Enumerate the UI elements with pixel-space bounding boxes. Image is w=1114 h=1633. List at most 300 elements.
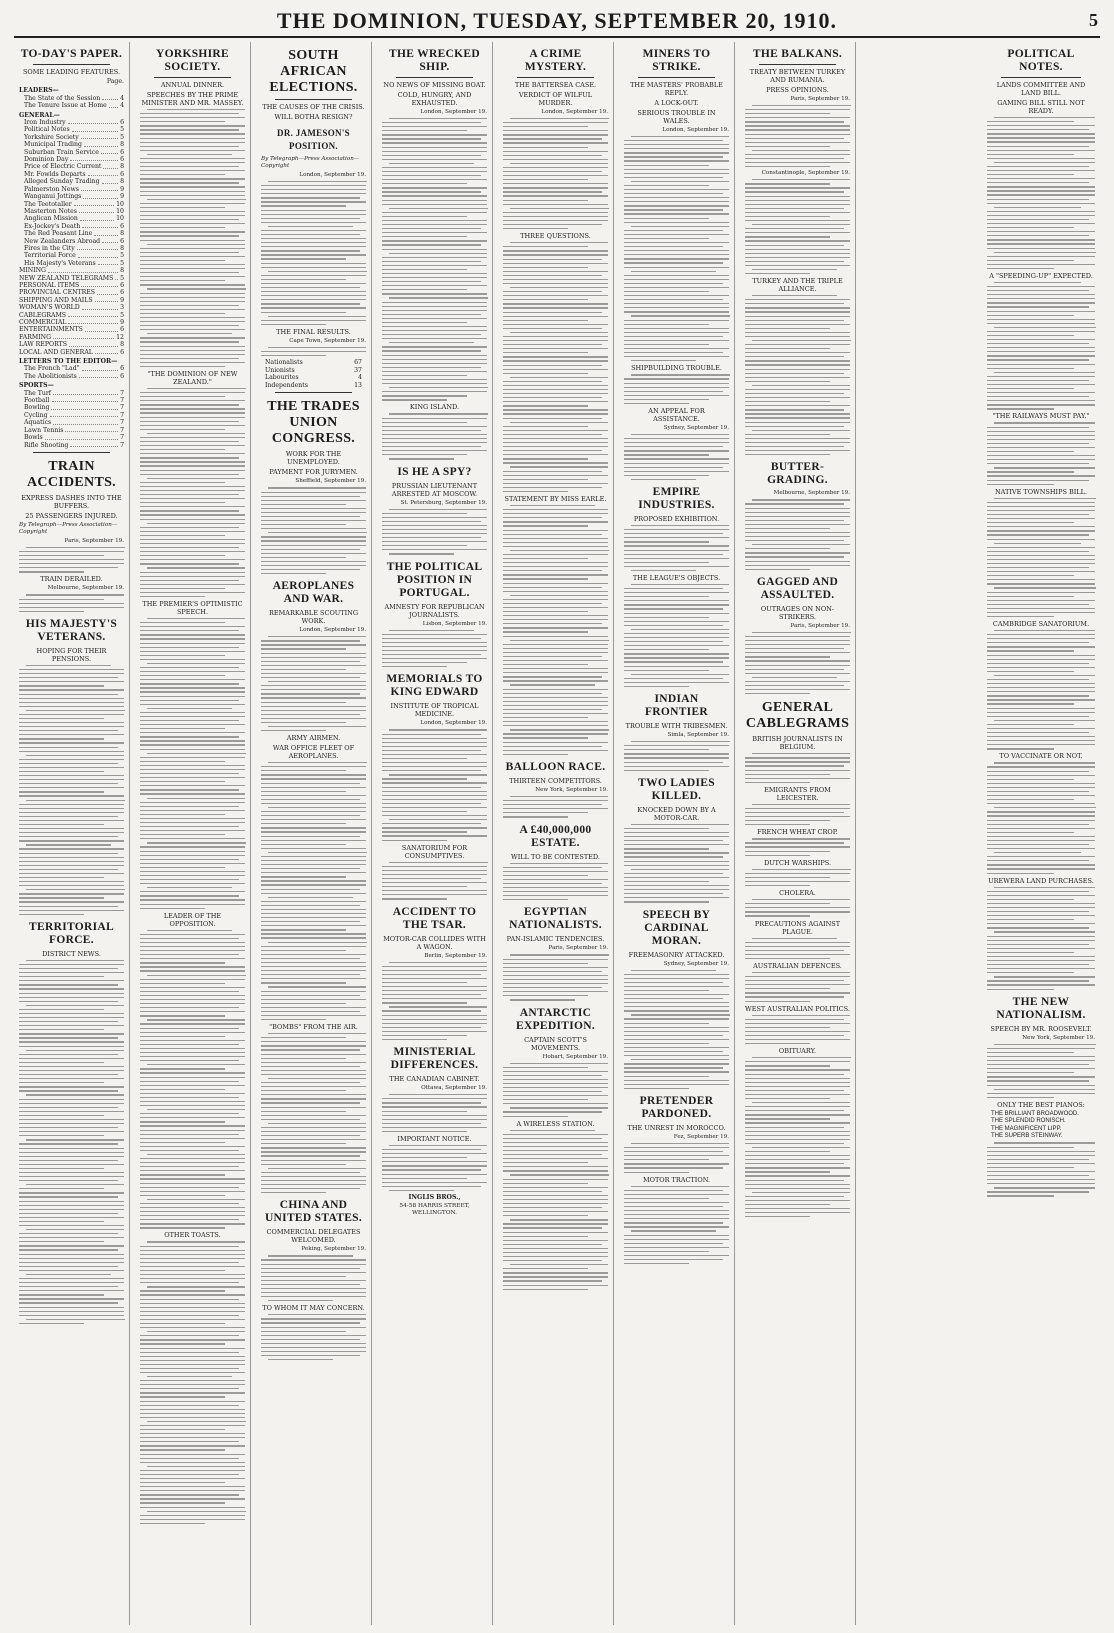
text-line: [140, 1254, 245, 1255]
text-line: [382, 379, 487, 380]
text-line: [624, 881, 709, 882]
text-line: [624, 529, 729, 530]
text-line: [987, 306, 1089, 307]
subheading: NATIVE TOWNSHIPS BILL.: [994, 487, 1088, 496]
text-line: [503, 1071, 608, 1072]
text-line: [261, 536, 366, 537]
text-line: [140, 1089, 225, 1090]
text-line: [261, 677, 360, 678]
text-line: [503, 558, 588, 559]
text-line: [503, 299, 588, 300]
index-entry-page: 8: [120, 230, 124, 238]
article-text: [745, 753, 850, 783]
article-text: [19, 960, 124, 1324]
text-line: [503, 636, 608, 637]
subheading: COMMERCIAL DELEGATES WELCOMED.: [266, 1228, 361, 1245]
text-line: [624, 356, 729, 357]
piano-list-item: THE SUPERB STEINWAY.: [991, 1133, 1063, 1140]
text-line: [503, 246, 588, 247]
index-entry-title: Political Notes: [24, 126, 70, 134]
text-line: [745, 409, 844, 410]
text-line: [261, 508, 366, 509]
text-line: [503, 1170, 608, 1171]
text-line: [140, 170, 245, 171]
text-line: [261, 889, 360, 890]
dateline: St. Petersburg, September 19.: [400, 499, 487, 506]
text-line: [140, 350, 245, 351]
text-line: [510, 422, 608, 423]
text-line: [382, 1098, 487, 1099]
text-line: [624, 1088, 689, 1089]
text-line: [745, 216, 830, 217]
text-line: [140, 863, 245, 864]
text-line: [503, 418, 602, 419]
text-line: [987, 567, 1089, 568]
text-line: [745, 377, 850, 378]
text-line: [19, 1046, 124, 1047]
text-line: [140, 1097, 239, 1098]
text-line: [503, 891, 608, 892]
text-line: [503, 887, 608, 888]
subheading: WAR OFFICE FLEET OF AEROPLANES.: [272, 744, 355, 761]
text-line: [624, 475, 709, 476]
text-line: [261, 795, 366, 796]
column-4: [377, 42, 493, 1625]
text-line: [987, 294, 1095, 295]
index-entry-title: LOCAL AND GENERAL: [19, 348, 93, 356]
text-line: [261, 1280, 366, 1281]
text-line: [382, 175, 481, 176]
text-line: [140, 883, 245, 884]
text-line: [140, 987, 245, 988]
text-line: [19, 787, 124, 788]
text-line: [752, 972, 850, 973]
subheading: GAMING BILL STILL NOT READY.: [997, 99, 1085, 115]
text-line: [624, 193, 723, 194]
text-line: [19, 1009, 104, 1010]
text-line: [503, 615, 608, 616]
text-line: [140, 1429, 225, 1430]
text-line: [140, 687, 245, 688]
text-line: [987, 439, 1095, 440]
text-line: [140, 867, 225, 868]
divider: [517, 77, 594, 78]
text-line: [147, 1019, 245, 1020]
text-line: [147, 1199, 245, 1200]
text-line: [382, 438, 487, 439]
text-line: [382, 1149, 481, 1150]
text-line: [624, 303, 729, 304]
text-line: [140, 659, 245, 660]
text-line: [503, 578, 588, 579]
text-line: [19, 1143, 118, 1144]
text-line: [140, 1401, 245, 1402]
text-line: [987, 836, 1095, 837]
index-entry: [19, 289, 124, 296]
text-line: [503, 1154, 602, 1155]
text-line: [261, 1339, 360, 1340]
subheading: PRESS OPINIONS.: [766, 86, 829, 94]
text-line: [752, 1057, 851, 1058]
text-line: [503, 1285, 608, 1286]
text-line: [382, 346, 487, 347]
index-entry-page: 3: [120, 304, 124, 312]
text-line: [382, 130, 467, 131]
index-leader-dots: [74, 201, 114, 206]
text-line: [261, 946, 366, 947]
subheading: PAYMENT FOR JURYMEN.: [269, 468, 358, 477]
text-line: [503, 142, 608, 143]
text-line: [745, 1069, 850, 1070]
text-line: [382, 285, 487, 286]
text-line: [268, 181, 367, 182]
text-line: [382, 545, 467, 546]
text-line: [140, 449, 225, 450]
text-line: [624, 562, 709, 563]
text-line: [510, 1107, 608, 1108]
text-line: [745, 352, 850, 353]
text-line: [745, 405, 850, 406]
article-text: [624, 1186, 729, 1265]
text-line: [382, 187, 487, 188]
text-line: [261, 706, 366, 707]
text-line: [382, 1111, 467, 1112]
article-text: [745, 179, 850, 274]
article-text: [745, 804, 850, 826]
text-line: [624, 897, 729, 898]
piano-list-item: THE SPLENDID RONISCH.: [991, 1118, 1066, 1125]
text-line: [752, 899, 850, 900]
article-text: [382, 630, 487, 668]
subheading: REMARKABLE SCOUTING WORK.: [268, 609, 359, 626]
text-line: [382, 265, 487, 266]
text-line: [382, 1169, 481, 1170]
text-line: [261, 876, 346, 877]
text-line: [987, 840, 1095, 841]
text-line: [382, 277, 487, 278]
subheading: WORK FOR THE UNEMPLOYED.: [285, 450, 342, 467]
text-line: [624, 901, 709, 902]
text-line: [745, 183, 830, 184]
subheading: THE BATTERSEA CASE.: [514, 81, 597, 89]
text-line: [19, 832, 124, 833]
text-line: [624, 1194, 729, 1195]
text-line: [261, 1331, 346, 1332]
text-line: [382, 1039, 447, 1040]
text-line: [624, 757, 729, 758]
text-line: [140, 592, 245, 593]
text-line: [745, 812, 844, 813]
text-line: [382, 179, 487, 180]
text-line: [624, 177, 723, 178]
text-line: [745, 774, 830, 775]
text-line: [140, 1311, 245, 1312]
text-line: [624, 1031, 729, 1032]
text-line: [389, 553, 454, 554]
index-entry: [19, 341, 124, 348]
text-line: [26, 960, 124, 961]
text-line: [261, 1355, 360, 1356]
text-line: [19, 993, 124, 994]
text-line: [994, 372, 1095, 373]
text-line: [382, 1165, 487, 1166]
text-line: [503, 899, 568, 900]
text-line: [382, 1123, 481, 1124]
text-line: [140, 1207, 245, 1208]
text-line: [140, 728, 225, 729]
text-line: [624, 295, 729, 296]
index-entry-title: Territorial Force: [24, 252, 76, 260]
text-line: [752, 340, 851, 341]
text-line: [745, 693, 810, 694]
text-line: [987, 150, 1095, 151]
text-line: [503, 200, 588, 201]
text-line: [510, 595, 608, 596]
text-line: [382, 978, 487, 979]
text-line: [987, 691, 1095, 692]
text-line: [382, 1178, 467, 1179]
text-line: [19, 689, 124, 690]
text-line: [140, 875, 245, 876]
text-line: [382, 537, 481, 538]
text-line: [503, 405, 588, 406]
text-line: [745, 158, 844, 159]
text-line: [140, 535, 225, 536]
text-line: [503, 303, 608, 304]
text-line: [624, 893, 723, 894]
text-line: [261, 1082, 360, 1083]
text-line: [389, 253, 487, 254]
index-entry: [19, 419, 124, 426]
article-text: [19, 665, 124, 915]
text-line: [261, 1119, 360, 1120]
text-line: [987, 919, 1074, 920]
text-line: [261, 234, 360, 235]
text-line: [987, 235, 1089, 236]
text-line: [140, 1081, 239, 1082]
text-line: [624, 336, 723, 337]
text-line: [987, 724, 1074, 725]
text-line: [752, 753, 850, 754]
article-text: [987, 762, 1095, 873]
text-line: [19, 771, 104, 772]
index-leader-dots: [82, 365, 119, 370]
text-line: [382, 1002, 467, 1003]
text-line: [994, 1142, 1095, 1143]
index-leader-dots: [48, 267, 118, 272]
article-text: [745, 632, 850, 694]
text-line: [140, 1178, 245, 1179]
text-line: [261, 549, 360, 550]
text-line: [382, 823, 481, 824]
text-line: [19, 1074, 118, 1075]
text-line: [752, 269, 837, 270]
text-line: [745, 873, 850, 874]
text-line: [382, 966, 487, 967]
index-leader-dots: [53, 390, 118, 395]
text-line: [140, 470, 245, 471]
index-leader-dots: [115, 275, 118, 280]
text-line: [987, 732, 1089, 733]
text-line: [261, 661, 360, 662]
index-entry-page: 7: [120, 441, 124, 449]
text-line: [19, 964, 124, 965]
text-line: [994, 931, 1095, 932]
text-line: [745, 311, 850, 312]
text-line: [19, 1225, 124, 1226]
text-line: [745, 364, 850, 365]
text-line: [624, 1035, 723, 1036]
article-text: [624, 741, 729, 771]
text-line: [19, 1037, 118, 1038]
text-line: [624, 608, 723, 609]
text-line: [382, 1115, 487, 1116]
text-line: [140, 1360, 245, 1361]
article-text: [382, 862, 487, 900]
text-line: [140, 691, 245, 692]
text-line: [140, 276, 245, 277]
headline: TO-DAY'S PAPER.: [20, 48, 123, 60]
text-line: [140, 366, 225, 367]
index-entry-page: 6: [120, 326, 124, 334]
index-leader-dots: [70, 156, 118, 161]
text-line: [268, 807, 366, 808]
text-line: [140, 1250, 245, 1251]
text-line: [140, 1170, 245, 1171]
text-line: [745, 273, 810, 274]
text-line: [987, 815, 1095, 816]
index-entry-title: PROVINCIAL CENTRES: [19, 289, 96, 297]
text-line: [503, 816, 568, 817]
text-line: [745, 648, 844, 649]
headline: ANTARCTIC EXPEDITION.: [515, 1006, 596, 1032]
text-line: [624, 558, 729, 559]
subheading: CAMBRIDGE SANATORIUM.: [992, 620, 1090, 629]
text-line: [503, 1142, 608, 1143]
text-line: [140, 329, 245, 330]
text-line: [382, 658, 487, 659]
text-line: [503, 804, 602, 805]
text-line: [987, 1171, 1095, 1172]
text-line: [624, 645, 729, 646]
text-line: [631, 1230, 716, 1231]
index-group-heading: LETTERS TO THE EDITOR—: [19, 358, 118, 366]
text-line: [140, 1490, 245, 1491]
text-line: [631, 1059, 729, 1060]
text-line: [147, 388, 246, 389]
text-line: [382, 990, 487, 991]
text-line: [987, 984, 1095, 985]
index-leader-dots: [68, 312, 118, 317]
text-line: [745, 508, 850, 509]
text-line: [987, 339, 1095, 340]
text-line: [382, 200, 487, 201]
headline: INDIAN FRONTIER: [644, 693, 709, 719]
text-line: [503, 895, 608, 896]
headline: A £40,000,000 ESTATE.: [519, 823, 592, 849]
headline: EGYPTIAN NATIONALISTS.: [509, 906, 602, 932]
text-line: [382, 314, 481, 315]
subheading: WEST AUSTRALIAN POLITICS.: [745, 1004, 850, 1013]
text-line: [140, 720, 239, 721]
text-line: [140, 445, 245, 446]
text-line: [26, 1094, 124, 1095]
text-line: [389, 729, 487, 730]
text-line: [624, 383, 729, 384]
text-line: [994, 807, 1096, 808]
index-entry-title: Bowling: [24, 404, 50, 412]
text-line: [261, 722, 346, 723]
divider: [638, 77, 715, 78]
text-line: [147, 333, 232, 334]
text-line: [140, 1125, 245, 1126]
text-line: [624, 666, 729, 667]
text-line: [140, 651, 245, 652]
text-line: [624, 1084, 729, 1085]
text-line: [19, 567, 118, 568]
text-line: [987, 480, 1089, 481]
text-line: [987, 380, 1089, 381]
article-text: [140, 930, 245, 1229]
text-line: [382, 634, 487, 635]
text-line: [19, 1017, 124, 1018]
text-line: [503, 434, 602, 435]
text-line: [624, 1067, 723, 1068]
text-line: [261, 1015, 366, 1016]
subheading: COLD, HUNGRY, AND EXHAUSTED.: [397, 91, 472, 107]
text-line: [140, 999, 245, 1000]
text-line: [745, 1127, 844, 1128]
text-line: [503, 627, 608, 628]
text-line: [745, 1114, 850, 1115]
text-line: [19, 571, 84, 572]
text-line: [987, 1163, 1095, 1164]
text-line: [503, 454, 608, 455]
index-leader-dots: [69, 341, 118, 346]
index-entry-title: COMMERCIAL: [19, 319, 67, 326]
text-line: [19, 1058, 124, 1059]
text-line: [382, 422, 467, 423]
text-line: [140, 966, 245, 967]
text-line: [987, 475, 1095, 476]
text-line: [503, 971, 602, 972]
index-entry-page: 6: [120, 156, 124, 164]
text-line: [745, 204, 850, 205]
text-line: [19, 877, 104, 878]
text-line: [987, 795, 1095, 796]
text-line: [382, 1102, 481, 1103]
index-entry-page: 10: [116, 207, 124, 215]
text-line: [503, 1223, 608, 1224]
text-line: [382, 355, 487, 356]
text-line: [745, 996, 844, 997]
text-line: [140, 465, 245, 466]
text-line: [140, 1183, 245, 1184]
index-entry-page: 6: [120, 170, 124, 178]
text-line: [987, 239, 1095, 240]
text-line: [624, 275, 729, 276]
text-line: [147, 930, 232, 931]
text-line: [987, 1052, 1074, 1053]
index-entry-page: 7: [120, 397, 124, 405]
text-line: [19, 1041, 124, 1042]
text-line: [382, 269, 467, 270]
text-line: [624, 1055, 729, 1056]
text-line: [140, 1449, 225, 1450]
text-line: [987, 141, 1095, 142]
text-line: [987, 133, 1095, 134]
text-line: [382, 306, 487, 307]
